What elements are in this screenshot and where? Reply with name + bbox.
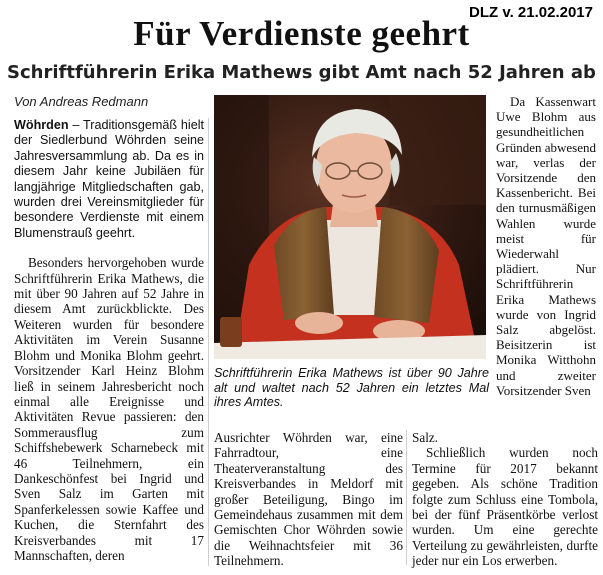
body-paragraph-side: Da Kassenwart Uwe Blohm aus gesundheitlichen Gründen abwesend war, verlas der Vorsitzende den Kassenbericht. Bei den turnusmäßigen Wahlen wurde meist für Wiederwahl plädiert. Nur Schriftführerin Erika Mathews wurde von Ingrid Salz abgelöst. Beisitzerin ist Monika Witthohn und zweiter Vorsitzender Sven — [496, 94, 596, 398]
article-photo — [214, 95, 486, 359]
body-paragraph-right-end: Salz. — [412, 430, 439, 445]
photo-caption: Schriftführerin Erika Mathews ist über 90 Jahre alt und waltet nach 52 Jahren ein letztes Mal ihres Amtes. — [214, 366, 489, 410]
source-tag: DLZ v. 21.02.2017 — [469, 4, 593, 21]
photo-illustration — [214, 95, 486, 359]
article-column-middle — [214, 430, 403, 569]
column-divider-left — [208, 118, 209, 566]
dateline: Wöhrden — [14, 118, 69, 132]
article-column-left — [14, 118, 204, 563]
body-paragraph-middle: Ausrichter Wöhrden war, eine Fahrradtour, eine Theaterveranstaltung des Kreisverbandes in Meldorf mit großer Beteiligung, Bingo im Gemeindehaus zusammen mit dem Gemischten Chor Wöhrden sowie die Weihnachtsfeier mit 36 Teilnehmern. — [214, 430, 403, 569]
intro-text: – Traditionsgemäß hielt der Siedlerbund Wöhrden seine Jahresversammlung ab. Da es in diesem Jahr keine Jubiläen für langjährige Mitgliedschaften gab, wurden drei Vereinsmitglieder für besondere Verdienste mit einem Blumenstrauß geehrt. — [14, 118, 204, 240]
column-divider — [406, 430, 407, 565]
byline: Von Andreas Redmann — [14, 94, 149, 109]
body-paragraph-right: Schließlich wurden noch Termine für 2017 bekannt gegeben. Als schöne Tradition folgte zum Schluss eine Tombola, bei der fünf Präsentkörbe verlost wurden. Um eine gerechte Verteilung zu gewährleisten, durfte jeder nur ein Los erwerben. — [412, 445, 598, 569]
article-column-right — [412, 430, 598, 569]
article-column-side — [496, 94, 596, 398]
intro-paragraph — [14, 118, 204, 241]
headline: Für Verdienste geehrt — [133, 14, 470, 53]
subheadline: Schriftführerin Erika Mathews gibt Amt nach 52 Jahren ab — [7, 62, 596, 83]
body-paragraph-1: Besonders hervorgehoben wurde Schriftführerin Erika Mathews, die mit über 90 Jahren auf 52 Jahre in diesem Amt zurückblickte. Des Weiteren wurden für besondere Aktivitäten im Verein Susanne Blohm und Monika Blohm geehrt. Vorsitzender Karl Heinz Blohm ließ in seinem Jahresbericht noch einmal alle Ereignisse und Aktivitäten Revue passieren: den Sommerausflug zum Schiffshebewerk Scharnebeck mit 46 Teilnehmern, ein Dankeschönfest bei Ingrid und Sven Salz im Garten mit Spanferkelessen sowie Kaffee und Kuchen, die Sternfahrt des Kreisverbandes mit 17 Mannschaften, deren — [14, 255, 204, 563]
